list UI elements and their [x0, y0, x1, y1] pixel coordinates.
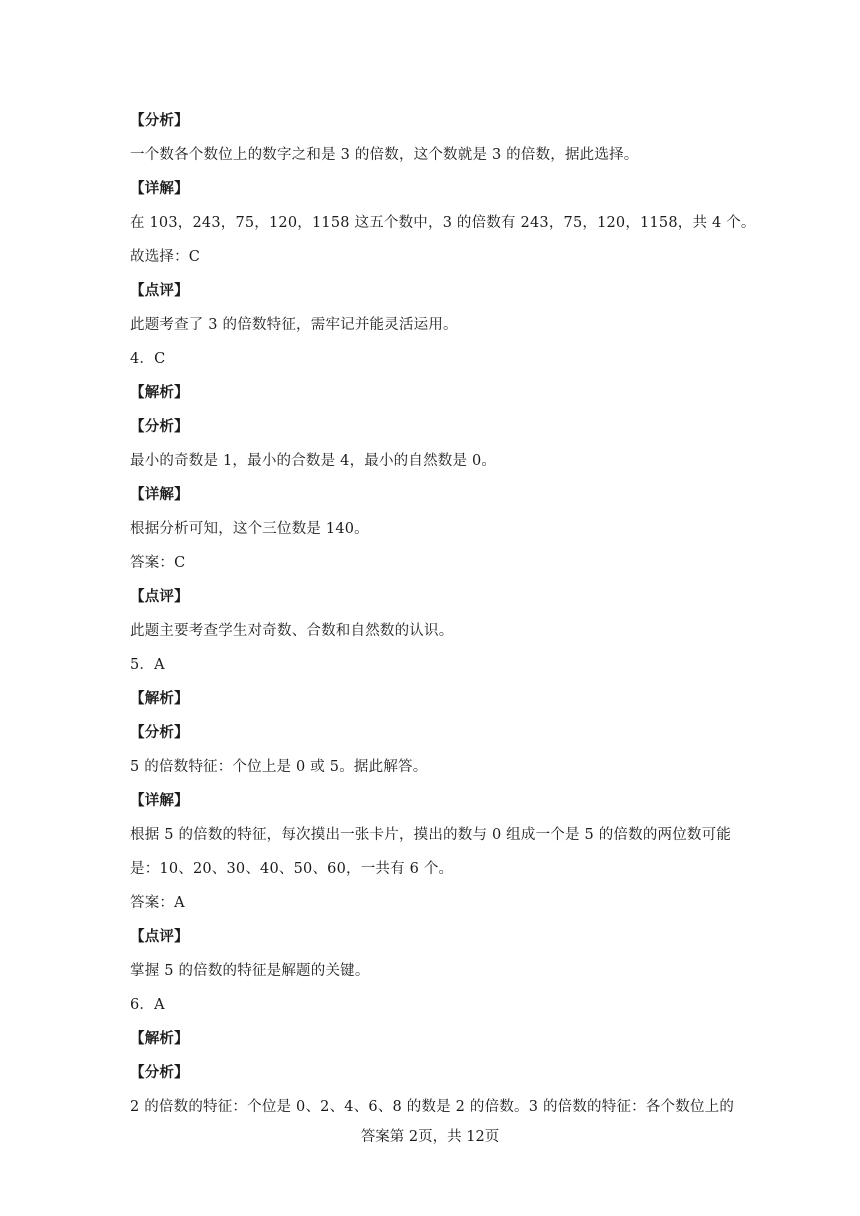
- section-heading: 【解析】: [130, 1030, 189, 1047]
- text-line: 答案：C: [130, 555, 186, 571]
- page-footer: 答案第 2页，共 12页: [360, 1129, 500, 1145]
- text-line: 根据 5 的倍数的特征，每次摸出一张卡片，摸出的数与 0 组成一个是 5 的倍数的两位数可能: [130, 827, 732, 843]
- text-line: 是：10、20、30、40、50、60，一共有 6 个。: [130, 861, 454, 877]
- text-line: 2 的倍数的特征：个位是 0、2、4、6、8 的数是 2 的倍数。3 的倍数的特征：各个数位上的: [130, 1099, 735, 1115]
- text-line: 6．A: [130, 997, 165, 1013]
- text-line: 故选择：C: [130, 249, 201, 265]
- section-heading: 【分析】: [130, 1064, 189, 1081]
- section-heading: 【解析】: [130, 384, 189, 401]
- section-heading: 【分析】: [130, 418, 189, 435]
- text-line: 在 103，243，75，120，1158 这五个数中，3 的倍数有 243，75，120，1158，共 4 个。: [130, 215, 756, 231]
- text-line: 5 的倍数特征：个位上是 0 或 5。据此解答。: [130, 759, 428, 775]
- text-line: 答案：A: [130, 895, 185, 911]
- answer-text-body: [130, 109, 756, 1129]
- section-heading: 【详解】: [130, 792, 189, 809]
- text-line: 此题考查了 3 的倍数特征，需牢记并能灵活运用。: [130, 317, 458, 333]
- section-heading: 【解析】: [130, 690, 189, 707]
- text-line: 此题主要考查学生对奇数、合数和自然数的认识。: [130, 623, 454, 639]
- section-heading: 【分析】: [130, 112, 189, 129]
- text-line: 最小的奇数是 1，最小的合数是 4，最小的自然数是 0。: [130, 453, 497, 469]
- text-line: 掌握 5 的倍数的特征是解题的关键。: [130, 963, 370, 979]
- section-heading: 【详解】: [130, 486, 189, 503]
- section-heading: 【详解】: [130, 180, 189, 197]
- section-heading: 【分析】: [130, 724, 189, 741]
- text-line: 根据分析可知，这个三位数是 140。: [130, 521, 369, 537]
- text-line: 5．A: [130, 657, 165, 673]
- text-line: 4．C: [130, 351, 166, 367]
- section-heading: 【点评】: [130, 588, 189, 605]
- text-line: 一个数各个数位上的数字之和是 3 的倍数，这个数就是 3 的倍数，据此选择。: [130, 147, 639, 163]
- section-heading: 【点评】: [130, 282, 189, 299]
- section-heading: 【点评】: [130, 928, 189, 945]
